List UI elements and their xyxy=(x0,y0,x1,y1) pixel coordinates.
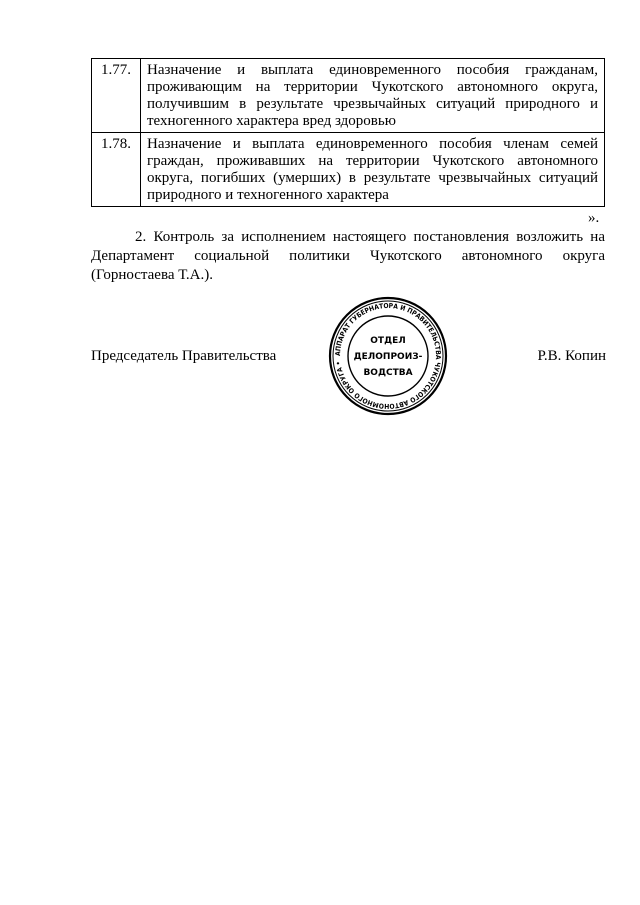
row-text: Назначение и выплата единовременного пособия членам семей граждан, проживавших на территории Чукотского автономного округа, погибших (умерших) в результате чрезвычайных ситуаций природного и техногенного характера xyxy=(141,133,605,207)
table-row xyxy=(92,59,605,133)
row-number: 1.78. xyxy=(92,133,141,207)
stamp-line-2: ДЕЛОПРОИЗ- xyxy=(353,352,423,362)
stamp-ring-text: АППАРАТ ГУБЕРНАТОРА И ПРАВИТЕЛЬСТВА ЧУКОТСКОГО АВТОНОМНОГО ОКРУГА • xyxy=(333,301,443,411)
row-text: Назначение и выплата единовременного пособия гражданам, проживающим на территории Чукотского автономного округа, получившим в результате чрезвычайных ситуаций природного и техногенного характера вред здоровью xyxy=(141,59,605,133)
stamp-line-1: ОТДЕЛ xyxy=(370,336,406,346)
table-row xyxy=(92,133,605,207)
row-number: 1.77. xyxy=(92,59,141,133)
closing-quote: ». xyxy=(588,210,600,226)
stamp-line-3: ВОДСТВА xyxy=(363,368,413,378)
paragraph-control: 2. Контроль за исполнением настоящего постановления возложить на Департамент социальной политики Чукотского автономного округа (Горностаева Т.А.). xyxy=(91,229,605,283)
services-table xyxy=(91,58,605,207)
signatory-name: Р.В. Копин xyxy=(537,348,606,364)
signatory-title: Председатель Правительства xyxy=(91,348,277,364)
official-stamp xyxy=(327,295,449,417)
